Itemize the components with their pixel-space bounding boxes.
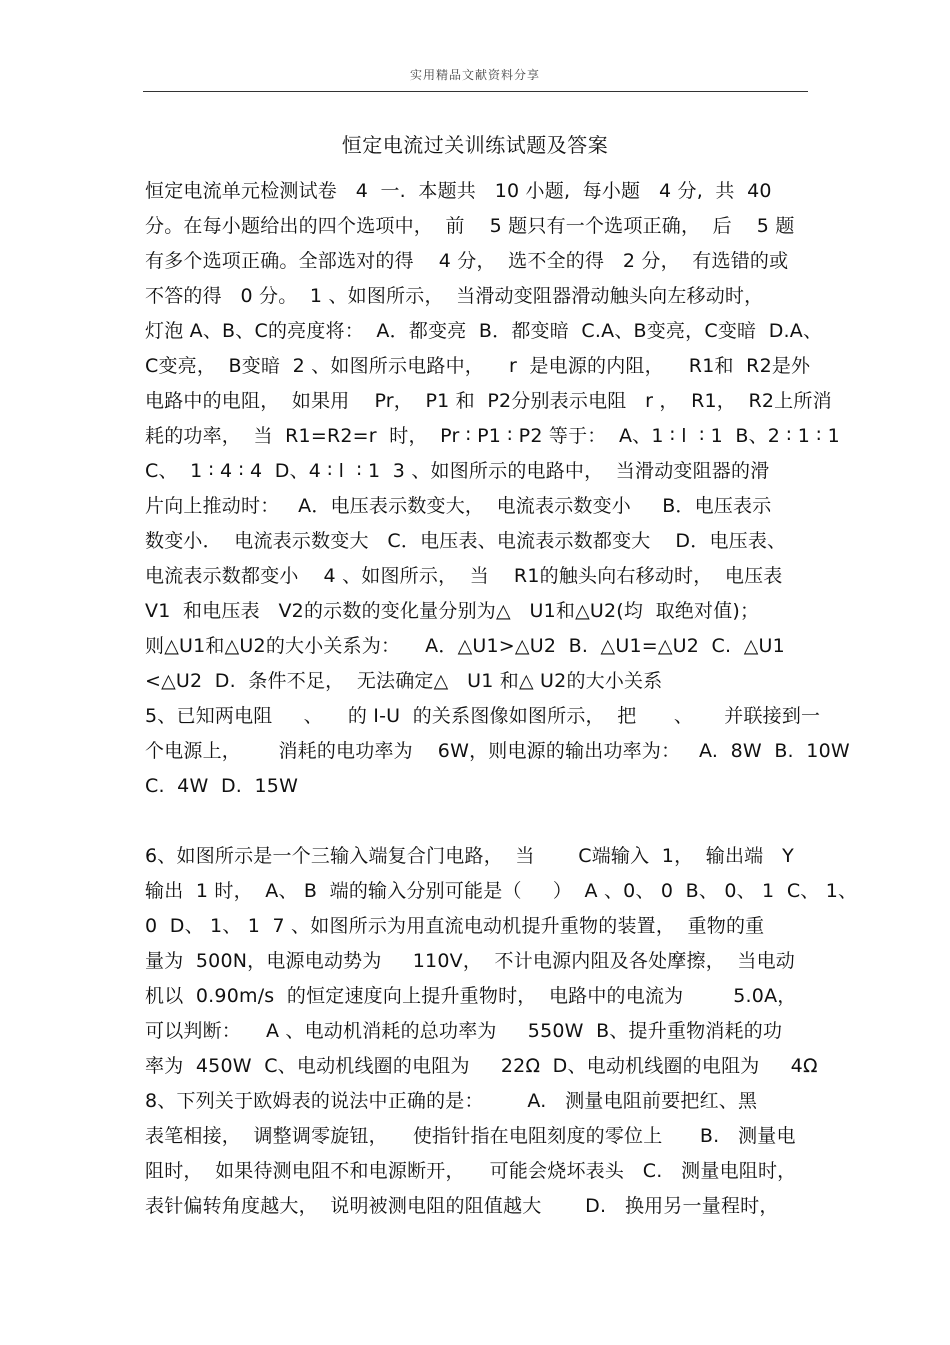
blank-line [145, 804, 825, 839]
text-line: C. 4W D. 15W [145, 775, 299, 797]
page-header: 实用精品文献资料分享 [409, 68, 540, 82]
text-line: 有多个选项正确。全部选对的得 4 分， 选不全的得 2 分， 有选错的或 [145, 250, 789, 272]
text-line: 电路中的电阻， 如果用 Pr， P1 和 P2分别表示电阻 r ， R1， R2上所消 [145, 390, 832, 412]
text-line: 6、如图所示是一个三输入端复合门电路， 当 C端输入 1， 输出端 Y [145, 845, 794, 867]
text-line: 率为 450W C、电动机线圈的电阻为 22Ω D、电动机线圈的电阻为 4Ω [145, 1055, 818, 1077]
text-line: 不答的得 0 分。 1 、如图所示， 当滑动变阻器滑动触头向左移动时， [145, 285, 764, 307]
header-divider [143, 91, 808, 92]
text-line: 阻时， 如果待测电阻不和电源断开， 可能会烧坏表头 C. 测量电阻时， [145, 1160, 797, 1182]
text-line: <△U2 D. 条件不足， 无法确定△ U1 和△ U2的大小关系 [145, 670, 663, 692]
text-line: C、 1 ∶ 4 ∶ 4 D、4 ∶ l ∶ 1 3 、如图所示的电路中， 当滑动变阻器的滑 [145, 460, 770, 482]
text-line: 则△U1和△U2的大小关系为： A．△U1>△U2 B. △U1=△U2 C. △U1 [145, 635, 785, 657]
text-line: 电流表示数都变小 4 、如图所示， 当 R1的触头向右移动时， 电压表 [145, 565, 783, 587]
text-line: 片向上推动时： A．电压表示数变大， 电流表示数变小 B．电压表示 [145, 495, 772, 517]
text-line: 8、下列关于欧姆表的说法中正确的是： A. 测量电阻前要把红、黑 [145, 1090, 758, 1112]
text-line: 分。在每小题给出的四个选项中， 前 5 题只有一个选项正确， 后 5 题 [145, 215, 795, 237]
text-line: 量为 500N，电源电动势为 110V， 不计电源内阻及各处摩擦， 当电动 [145, 950, 795, 972]
text-line: 机以 0.90m/s 的恒定速度向上提升重物时， 电路中的电流为 5.0A， [145, 985, 797, 1007]
document-title: 恒定电流过关训练试题及答案 [341, 133, 609, 157]
text-line: 数变小． 电流表示数变大 C．电压表、电流表示数都变大 D．电压表、 [145, 530, 787, 552]
text-line: 耗的功率， 当 R1=R2=r 时， Pr ∶ P1 ∶ P2 等于： A、1 ∶ l ∶ 1 B、2 ∶ 1 ∶ 1 [145, 425, 840, 447]
text-line: 5、已知两电阻 、 的 I-U 的关系图像如图所示， 把 、 并联接到一 [145, 705, 821, 727]
text-line: V1 和电压表 V2的示数的变化量分别为△ U1和△U2(均 取绝对值)； [145, 600, 760, 622]
text-line: C变亮， B变暗 2 、如图所示电路中， r 是电源的内阻， R1和 R2是外 [145, 355, 811, 377]
text-line: 灯泡 A、B、C的亮度将： A．都变亮 B．都变暗 C.A、B变亮，C变暗 D.A、 [145, 320, 823, 342]
text-line: 可以判断： A 、电动机消耗的总功率为 550W B、提升重物消耗的功 [145, 1020, 783, 1042]
text-line: 表针偏转角度越大， 说明被测电阻的阻值越大 D. 换用另一量程时， [145, 1195, 779, 1217]
document-body [145, 174, 858, 1224]
text-line: 个电源上， 消耗的电功率为 6W，则电源的输出功率为： A. 8W B. 10W [145, 740, 850, 762]
text-line: 恒定电流单元检测试卷 4 一. 本题共 10 小题, 每小题 4 分, 共 40 [145, 180, 772, 202]
text-line: 0 D、 1、 1 7 、如图所示为用直流电动机提升重物的装置， 重物的重 [145, 915, 765, 937]
text-line: 输出 1 时， A、 B 端的输入分别可能是（ ） A 、0、 0 B、 0、 1 C、 1、 [145, 880, 858, 902]
text-line: 表笔相接， 调整调零旋钮， 使指针指在电阻刻度的零位上 B. 测量电 [145, 1125, 796, 1147]
